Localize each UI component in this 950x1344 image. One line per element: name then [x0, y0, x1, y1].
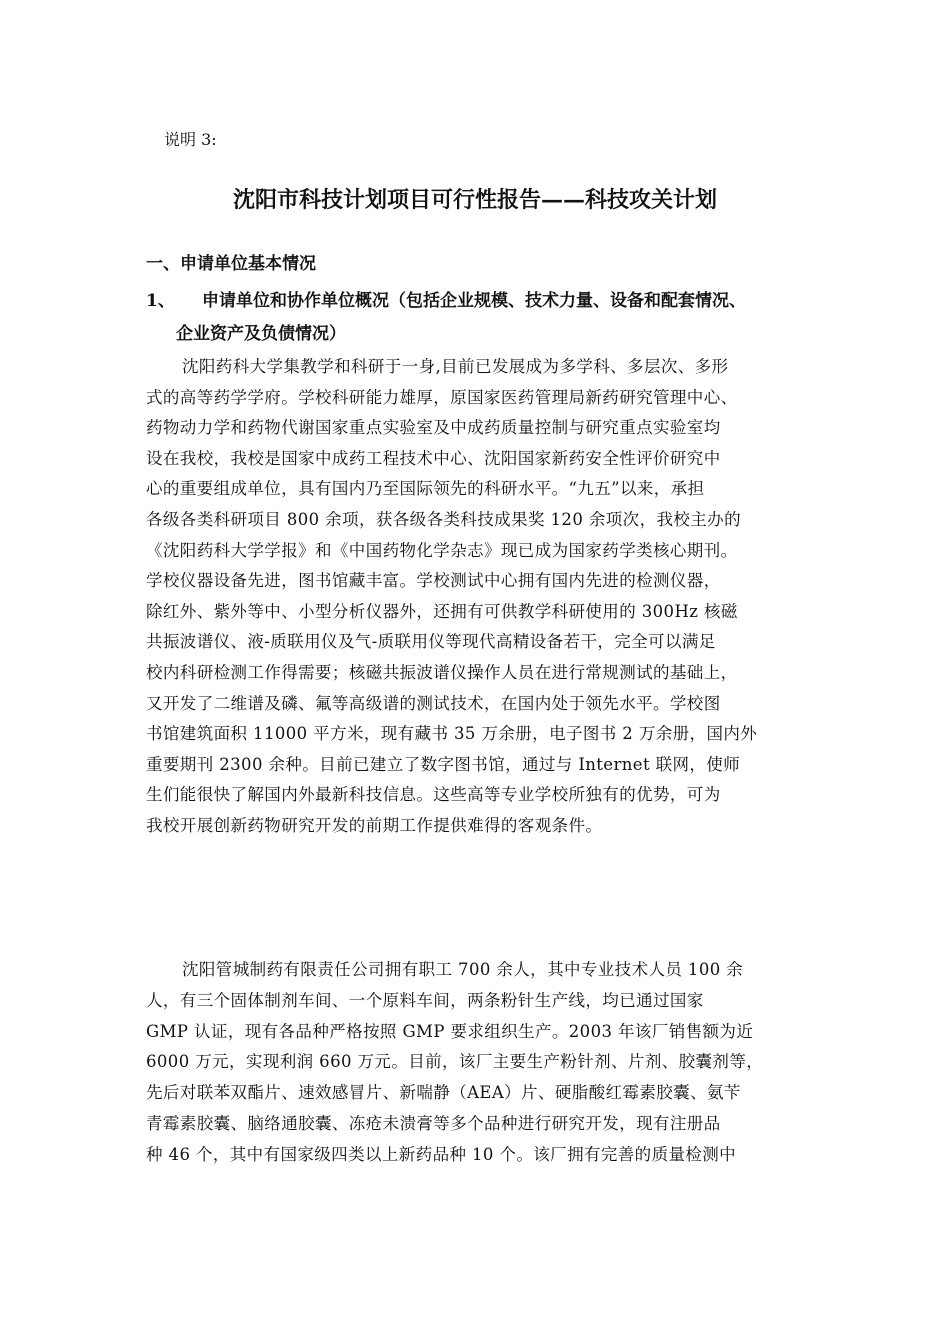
- paragraph-line: 《沈阳药科大学学报》和《中国药物化学杂志》现已成为国家药学类核心期刊。: [146, 540, 738, 560]
- paragraph-line: 校内科研检测工作得需要；核磁共振波谱仪操作人员在进行常规测试的基础上，: [146, 662, 738, 682]
- paragraph-line: 生们能很快了解国内外最新科技信息。这些高等专业学校所独有的优势，可为: [146, 785, 721, 805]
- paragraph-line: 除红外、紫外等中、小型分析仪器外，还拥有可供教学科研使用的 300Hz 核磁: [146, 601, 738, 621]
- document-title: 沈阳市科技计划项目可行性报告——科技攻关计划: [232, 187, 717, 213]
- subsection-heading-text: 申请单位和协作单位概况（包括企业规模、技术力量、设备和配套情况、: [202, 291, 746, 311]
- paragraph-line: 共振波谱仪、液-质联用仪及气-质联用仪等现代高精设备若干，完全可以满足: [146, 632, 716, 652]
- paragraph-line: 先后对联苯双酯片、速效感冒片、新喘静（AEA）片、硬脂酸红霉素胶囊、氨苄: [146, 1083, 741, 1103]
- paragraph-line: 人，有三个固体制剂车间、一个原料车间，两条粉针生产线，均已通过国家: [146, 990, 704, 1010]
- paragraph-pharma-company: [146, 955, 826, 1171]
- paragraph-line: 各级各类科研项目 800 余项，获各级各类科技成果奖 120 余项次，我校主办的: [146, 509, 741, 529]
- paragraph-line: 设在我校，我校是国家中成药工程技术中心、沈阳国家新药安全性评价研究中: [146, 448, 721, 468]
- paragraph-line: 6000 万元，实现利润 660 万元。目前，该厂主要生产粉针剂、片剂、胶囊剂等，: [146, 1052, 764, 1072]
- subsection-heading-line1: [146, 285, 836, 318]
- paragraph-line: 式的高等药学学府。学校科研能力雄厚，原国家医药管理局新药研究管理中心、: [146, 387, 738, 407]
- paragraph-line: 我校开展创新药物研究开发的前期工作提供难得的客观条件。: [146, 815, 603, 835]
- paragraph-line: 心的重要组成单位，具有国内乃至国际领先的科研水平。“九五”以来，承担: [146, 479, 705, 499]
- paragraph-line: 药物动力学和药物代谢国家重点实验室及中成药质量控制与研究重点实验室均: [146, 418, 721, 438]
- note-label: 说明 3:: [164, 130, 217, 149]
- paragraph-university: [146, 352, 826, 842]
- paragraph-line: 青霉素胶囊、脑络通胶囊、冻疮未溃膏等多个品种进行研究开发，现有注册品: [146, 1113, 721, 1133]
- paragraph-line: 沈阳管城制药有限责任公司拥有职工 700 余人，其中专业技术人员 100 余: [182, 960, 744, 979]
- paragraph-line: 学校仪器设备先进，图书馆藏丰富。学校测试中心拥有国内先进的检测仪器，: [146, 571, 721, 591]
- paragraph-line: GMP 认证，现有各品种严格按照 GMP 要求组织生产。2003 年该厂销售额为近: [146, 1021, 754, 1041]
- subsection-heading: [146, 285, 836, 351]
- paragraph-line: 重要期刊 2300 余种。目前已建立了数字图书馆，通过与 Internet 联网，使师: [146, 754, 741, 774]
- paragraph-line: 沈阳药科大学集教学和科研于一身,目前已发展成为多学科、多层次、多形: [182, 357, 729, 376]
- paragraph-line: 又开发了二维谱及磷、氟等高级谱的测试技术，在国内处于领先水平。学校图: [146, 693, 721, 713]
- subsection-number: 1、: [146, 291, 175, 311]
- section-heading: 一、申请单位基本情况: [146, 254, 316, 274]
- paragraph-line: 书馆建筑面积 11000 平方米，现有藏书 35 万余册，电子图书 2 万余册，国内外: [146, 724, 758, 744]
- paragraph-line: 种 46 个，其中有国家级四类以上新药品种 10 个。该厂拥有完善的质量检测中: [146, 1144, 737, 1164]
- subsection-heading-line2: 企业资产及负债情况）: [176, 324, 346, 344]
